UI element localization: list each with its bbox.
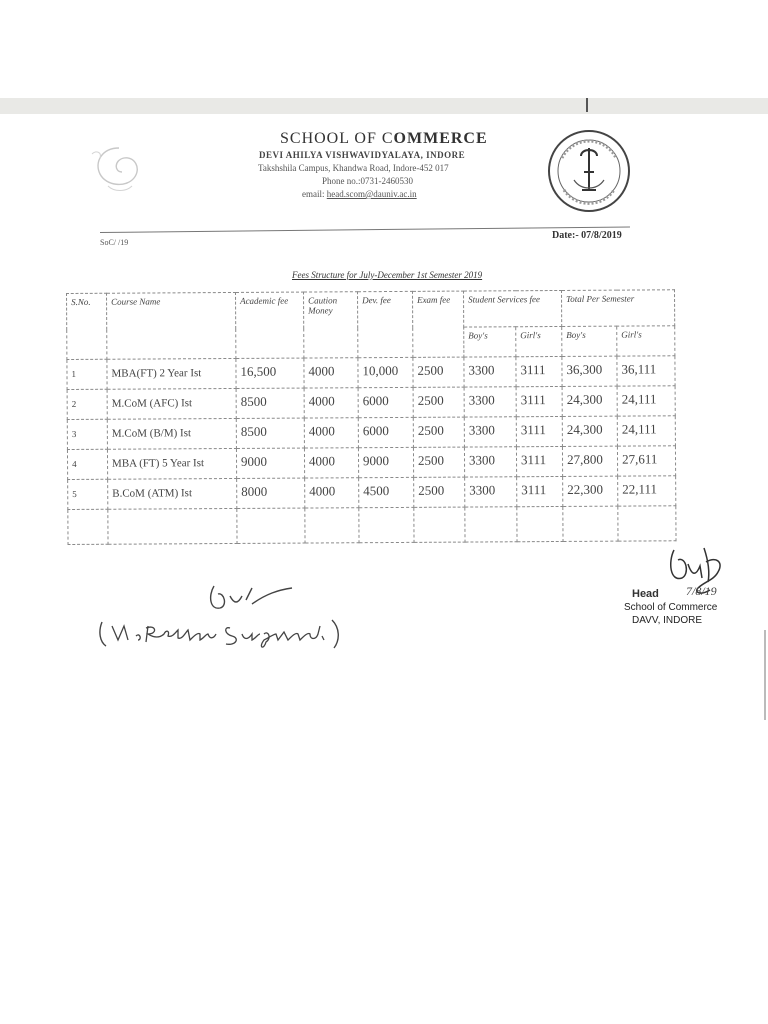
header-total: Total Per Semester	[562, 290, 675, 327]
document-date: Date:- 07/8/2019	[552, 230, 622, 241]
email-label: email:	[302, 189, 327, 199]
cell-ss-girls: 3111	[516, 446, 562, 476]
email-address: head.scom@dauniv.ac.in	[326, 189, 417, 199]
header-ss-boys: Boy's	[464, 327, 516, 357]
header-exam: Exam fee	[412, 291, 463, 357]
cell-empty	[465, 507, 517, 542]
cell-course: M.CoM (AFC) Ist	[107, 388, 236, 419]
cell-caution: 4000	[304, 358, 358, 388]
cell-exam: 2500	[413, 417, 464, 447]
cell-ss-girls: 3111	[516, 356, 562, 386]
header-caution: Caution Money	[303, 292, 357, 358]
cell-academic: 9000	[236, 448, 304, 478]
school-logo-icon	[84, 140, 154, 196]
head-signature-date: 7/8/19	[686, 584, 717, 598]
cell-dev: 10,000	[358, 357, 413, 387]
edge-mark	[586, 98, 588, 112]
cell-empty	[359, 507, 414, 542]
head-label: Head	[632, 588, 659, 600]
cell-sno: 3	[67, 419, 107, 449]
cell-total-boys: 24,300	[562, 386, 617, 416]
cell-exam: 2500	[413, 387, 464, 417]
table-caption: Fees Structure for July-December 1st Semester 2019	[292, 270, 483, 280]
cell-sno: 2	[67, 389, 107, 419]
email-line	[302, 189, 417, 199]
cell-total-boys: 36,300	[562, 356, 617, 386]
university-seal-icon	[546, 128, 632, 214]
cell-empty	[68, 509, 108, 544]
table-row	[67, 356, 675, 390]
cell-exam: 2500	[413, 357, 464, 387]
cell-course: M.CoM (B/M) Ist	[107, 418, 236, 449]
table-row	[67, 446, 675, 480]
cell-total-girls: 36,111	[617, 356, 675, 386]
stamp-line-davv: DAVV, INDORE	[632, 615, 703, 626]
cell-academic: 8000	[237, 478, 305, 508]
cell-empty	[305, 508, 359, 543]
cell-ss-girls: 3111	[516, 386, 562, 416]
header-course: Course Name	[107, 292, 236, 359]
cell-total-boys: 24,300	[562, 416, 617, 446]
cell-course: MBA(FT) 2 Year Ist	[107, 358, 236, 389]
header-ss-girls: Girl's	[516, 326, 562, 356]
cell-caution: 4000	[304, 388, 358, 418]
scan-background	[0, 0, 768, 98]
cell-ss-girls: 3111	[517, 476, 563, 506]
cell-academic: 16,500	[236, 358, 304, 388]
cell-dev: 6000	[358, 417, 413, 447]
cell-sno: 4	[67, 449, 107, 479]
cell-total-girls: 22,111	[618, 476, 676, 506]
cell-total-girls: 24,111	[617, 416, 675, 446]
stamp-line-school: School of Commerce	[624, 602, 718, 613]
scan-mark	[764, 630, 766, 720]
phone-number: Phone no.:0731-2460530	[322, 176, 413, 186]
cell-total-girls: 27,611	[617, 446, 675, 476]
cell-dev: 6000	[358, 387, 413, 417]
cell-empty	[108, 508, 237, 544]
header-sno: S.No.	[67, 293, 107, 359]
cell-caution: 4000	[305, 478, 359, 508]
campus-address: Takshshila Campus, Khandwa Road, Indore-452 017	[258, 163, 449, 173]
header-total-girls: Girl's	[617, 326, 675, 356]
header-student-services: Student Services fee	[463, 290, 561, 327]
cell-total-girls: 24,111	[617, 386, 675, 416]
fees-table	[66, 289, 677, 545]
table-row	[67, 386, 675, 420]
header-dev: Dev. fee	[357, 291, 412, 357]
cell-ss-girls: 3111	[516, 416, 562, 446]
cell-total-boys: 27,800	[562, 446, 617, 476]
table-row	[67, 416, 675, 450]
reference-number: SoC/ /19	[100, 238, 129, 247]
header-academic: Academic fee	[235, 292, 303, 358]
header-total-boys: Boy's	[562, 326, 617, 356]
cell-total-boys: 22,300	[563, 476, 618, 506]
signature-pramila-suryawanshi	[96, 582, 346, 654]
cell-ss-boys: 3300	[465, 477, 517, 507]
cell-sno: 1	[67, 359, 107, 389]
cell-caution: 4000	[304, 448, 358, 478]
cell-empty	[618, 506, 676, 541]
cell-ss-boys: 3300	[464, 447, 516, 477]
cell-course: MBA (FT) 5 Year Ist	[107, 448, 236, 479]
school-name: SCHOOL OF COMMERCE	[280, 130, 488, 147]
cell-exam: 2500	[413, 447, 464, 477]
table-row	[68, 476, 676, 510]
cell-dev: 4500	[359, 477, 414, 507]
paper-edge	[0, 98, 768, 114]
cell-empty	[517, 506, 563, 541]
cell-caution: 4000	[304, 418, 358, 448]
table-header-row	[67, 290, 675, 330]
cell-empty	[237, 508, 305, 543]
university-name: DEVI AHILYA VISHWAVIDYALAYA, INDORE	[259, 150, 466, 160]
document-page	[0, 114, 768, 1024]
table-empty-row	[68, 506, 676, 545]
cell-empty	[414, 507, 465, 542]
cell-ss-boys: 3300	[464, 387, 516, 417]
cell-dev: 9000	[358, 447, 413, 477]
cell-academic: 8500	[236, 418, 304, 448]
cell-ss-boys: 3300	[464, 417, 516, 447]
cell-academic: 8500	[236, 388, 304, 418]
cell-empty	[563, 506, 618, 541]
cell-exam: 2500	[414, 477, 465, 507]
cell-course: B.CoM (ATM) Ist	[108, 478, 237, 509]
cell-sno: 5	[68, 479, 108, 509]
cell-ss-boys: 3300	[464, 357, 516, 387]
